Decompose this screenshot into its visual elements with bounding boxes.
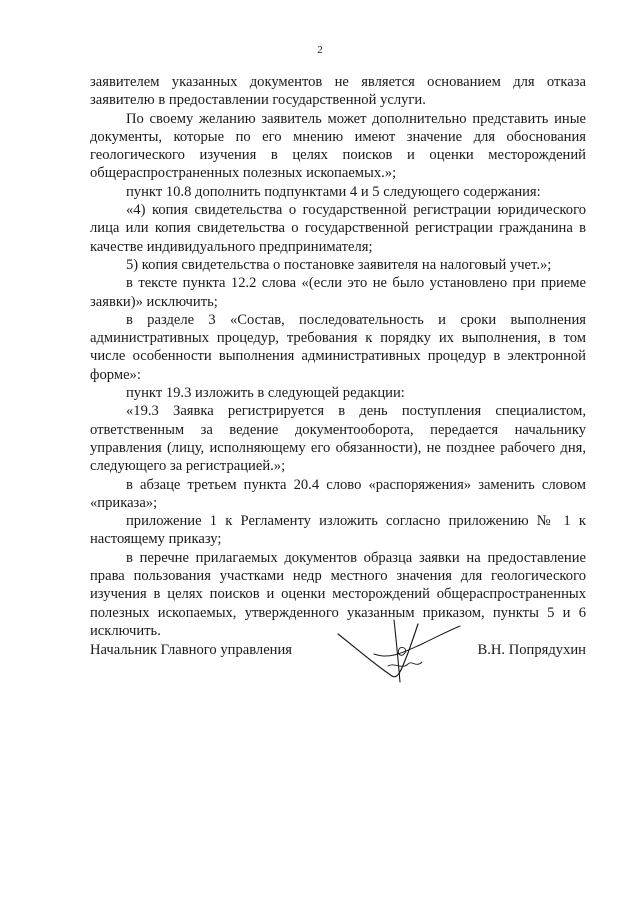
- signatory-name: В.Н. Попрядухин: [477, 642, 586, 658]
- signature-block: [90, 640, 586, 680]
- paragraph: По своему желанию заявитель может дополнительно представить иные документы, которые по его мнению имеют значение для обоснования геологического изучения в целях поисков и оценки месторождений общераспространенных полезных ископаемых.»;: [90, 110, 586, 182]
- paragraph: 5) копия свидетельства о постановке заявителя на налоговый учет.»;: [126, 256, 552, 273]
- paragraph: в перечне прилагаемых документов образца заявки на предоставление права пользования участками недр местного значения для геологического изучения в целях поисков и оценки месторождений общераспространенных полезных ископаемых, утвержденного указанным приказом, пункты 5 и 6 исключить.: [90, 549, 586, 639]
- paragraph: пункт 19.3 изложить в следующей редакции:: [126, 385, 405, 402]
- paragraph-continuation: заявителем указанных документов не является основанием для отказа заявителю в предоставлении государственной услуги.: [90, 74, 586, 109]
- paragraph: «4) копия свидетельства о государственной регистрации юридического лица или копия свидетельства о государственной регистрации гражданина в качестве индивидуального предпринимателя;: [90, 202, 586, 255]
- paragraph: в абзаце третьем пункта 20.4 слово «распоряжения» заменить словом «приказа»;: [90, 476, 586, 511]
- handwritten-signature: [334, 618, 464, 684]
- paragraph: в разделе 3 «Состав, последовательность и сроки выполнения административных процедур, требования к порядку их выполнения, в том числе особенности выполнения административных процедур в электронной форме»:: [90, 311, 586, 383]
- page-number: 2: [317, 44, 323, 56]
- paragraph: приложение 1 к Регламенту изложить согласно приложению № 1 к настоящему приказу;: [90, 513, 586, 548]
- paragraph: «19.3 Заявка регистрируется в день поступления специалистом, ответственным за ведение документооборота, передается начальнику управления (лицу, исполняющему его обязанности), не позднее рабочего дня, следующего за регистрацией.»;: [90, 403, 586, 475]
- signatory-title: Начальник Главного управления: [90, 642, 293, 658]
- document-body: [90, 73, 586, 640]
- paragraph: пункт 10.8 дополнить подпунктами 4 и 5 следующего содержания:: [126, 183, 541, 200]
- paragraph: в тексте пункта 12.2 слова «(если это не было установлено при приеме заявки)» исключить;: [90, 275, 586, 310]
